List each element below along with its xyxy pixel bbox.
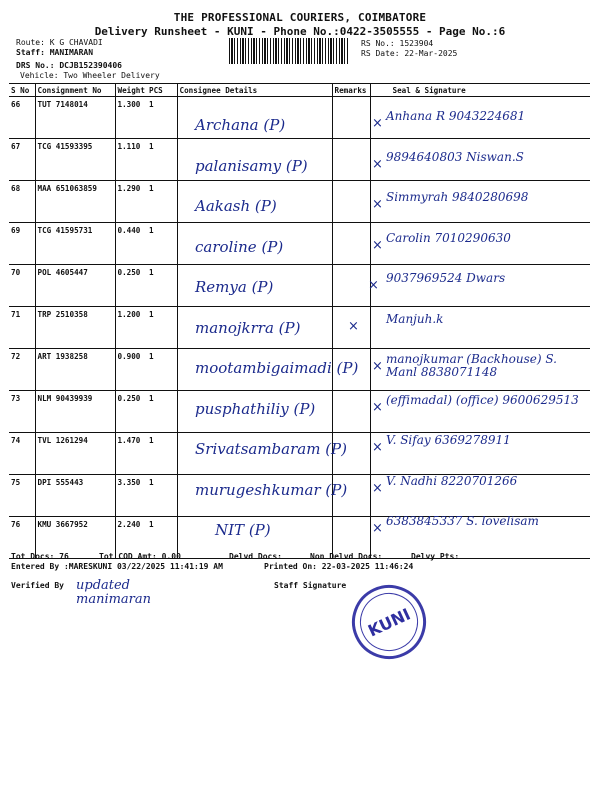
cell-consignment: POL 4605447: [35, 265, 115, 307]
col-consignee: Consignee Details: [177, 84, 332, 97]
staff: Staff: MANIMARAN: [16, 48, 94, 57]
consignee-handwriting: Aakash (P): [195, 197, 277, 215]
consignee-handwriting: Srivatsambaram (P): [195, 440, 347, 458]
cell-weight: 1.110: [115, 139, 147, 181]
col-pcs: PCS: [147, 84, 177, 97]
delivery-mark-icon: ×: [372, 399, 383, 415]
cell-pcs: 1: [147, 307, 177, 349]
barcode: [229, 38, 349, 64]
cell-consignment: NLM 90439939: [35, 391, 115, 433]
signature-handwriting: V. Nadhi 8220701266: [386, 473, 518, 488]
runsheet-title: THE PROFESSIONAL COURIERS, COIMBATORE: [173, 11, 427, 24]
cell-sno: 67: [9, 139, 35, 181]
cell-weight: 0.250: [115, 265, 147, 307]
cell-remarks: [332, 265, 370, 307]
cell-sno: 76: [9, 517, 35, 559]
cell-weight: 1.300: [115, 97, 147, 139]
cell-sno: 73: [9, 391, 35, 433]
delvy-pts: Delvy Pts:: [411, 552, 460, 561]
verified-handwriting: updated manimaran: [76, 578, 152, 607]
cell-weight: 3.350: [115, 475, 147, 517]
route: Route: K G CHAVADI: [16, 38, 103, 47]
kuni-stamp: KUNI: [340, 573, 438, 671]
cell-sno: 75: [9, 475, 35, 517]
signature-handwriting: 6383845337 S. lovelisam: [386, 514, 539, 528]
cell-consignment: KMU 3667952: [35, 517, 115, 559]
signature-handwriting: (effimadal) (office) 9600629513: [386, 392, 579, 407]
col-signature: Seal & Signature: [370, 84, 590, 97]
verified-by: Verified By: [11, 581, 64, 590]
signature-handwriting: 9037969524 Dwars: [386, 271, 506, 285]
cell-sno: 74: [9, 433, 35, 475]
cell-consignment: TCG 41593395: [35, 139, 115, 181]
cell-pcs: 1: [147, 391, 177, 433]
delivery-mark-icon: ×: [372, 440, 383, 455]
cell-pcs: 1: [147, 181, 177, 223]
consignee-handwriting: Remya (P): [195, 278, 274, 296]
cell-pcs: 1: [147, 265, 177, 307]
delivery-mark-icon: ×: [368, 278, 379, 293]
cell-pcs: 1: [147, 349, 177, 391]
delivery-mark-icon: ×: [372, 156, 383, 172]
cell-weight: 1.290: [115, 181, 147, 223]
col-remarks: Remarks: [332, 84, 370, 97]
cell-sno: 68: [9, 181, 35, 223]
consignee-handwriting: caroline (P): [195, 237, 284, 256]
delivery-mark-icon: ×: [348, 318, 359, 334]
cell-consignment: TRP 2510358: [35, 307, 115, 349]
cell-remarks: [332, 97, 370, 139]
runsheet-subtitle: Delivery Runsheet - KUNI - Phone No.:0422-3505555 - Page No.:6: [94, 25, 506, 38]
vehicle: Vehicle: Two Wheeler Delivery: [20, 71, 160, 80]
table-header-row: [9, 84, 590, 97]
non-delvd-docs: Non Delvd Docs:: [310, 552, 383, 561]
cell-sno: 71: [9, 307, 35, 349]
cell-pcs: 1: [147, 475, 177, 517]
delivery-mark-icon: ×: [372, 237, 383, 253]
consignee-handwriting: Archana (P): [195, 116, 286, 134]
cell-remarks: [332, 139, 370, 181]
cell-consignment: MAA 651063859: [35, 181, 115, 223]
consignee-handwriting: palanisamy (P): [195, 156, 308, 175]
cell-pcs: 1: [147, 223, 177, 265]
signature-handwriting: manojkumar (Backhouse) S. Manl 8838071148: [386, 352, 557, 379]
cell-weight: 1.200: [115, 307, 147, 349]
signature-handwriting: Simmyrah 9840280698: [386, 190, 529, 204]
signature-handwriting: 9894640803 Niswan.S: [386, 149, 524, 164]
tot-cod: Tot COD Amt: 0.00: [99, 552, 181, 561]
cell-weight: 2.240: [115, 517, 147, 559]
staff-signature: Staff Signature: [274, 581, 347, 590]
col-weight: Weight: [115, 84, 147, 97]
cell-remarks: [332, 223, 370, 265]
delivery-mark-icon: ×: [372, 197, 383, 212]
drs-number: DRS No.: DCJB152390406: [16, 61, 122, 70]
rs-number: RS No.: 1523904: [361, 39, 434, 48]
entered-by: Entered By :MARESKUNI 03/22/2025 11:41:19 AM: [11, 562, 223, 571]
printed-on: Printed On: 22-03-2025 11:46:24: [264, 562, 414, 571]
signature-handwriting: Manjuh.k: [386, 311, 444, 326]
consignee-handwriting: mootambigaimadi (P): [195, 359, 359, 377]
cell-remarks: [332, 181, 370, 223]
cell-consignment: TVL 1261294: [35, 433, 115, 475]
tot-docs: Tot Docs: 76: [11, 552, 69, 561]
col-consignment: Consignment No: [35, 84, 115, 97]
cell-pcs: 1: [147, 139, 177, 181]
cell-consignment: DPI 555443: [35, 475, 115, 517]
delivery-mark-icon: ×: [372, 359, 383, 374]
cell-consignment: TCG 41595731: [35, 223, 115, 265]
cell-weight: 0.440: [115, 223, 147, 265]
col-sno: S No: [9, 84, 35, 97]
signature-handwriting: Carolin 7010290630: [386, 230, 511, 245]
cell-pcs: 1: [147, 97, 177, 139]
consignee-handwriting: murugeshkumar (P): [195, 480, 348, 499]
cell-sno: 72: [9, 349, 35, 391]
delvd-docs: Delvd Docs:: [229, 552, 282, 561]
cell-remarks: [332, 391, 370, 433]
cell-weight: 0.900: [115, 349, 147, 391]
consignee-handwriting: pusphathiliy (P): [195, 399, 316, 418]
delivery-mark-icon: ×: [372, 521, 383, 536]
delivery-mark-icon: ×: [372, 480, 383, 496]
cell-pcs: 1: [147, 433, 177, 475]
signature-handwriting: V. Sifay 6369278911: [386, 433, 511, 447]
consignee-handwriting: NIT (P): [215, 521, 271, 539]
cell-weight: 0.250: [115, 391, 147, 433]
cell-weight: 1.470: [115, 433, 147, 475]
consignee-handwriting: manojkrra (P): [195, 318, 301, 337]
cell-pcs: 1: [147, 517, 177, 559]
rs-date: RS Date: 22-Mar-2025: [361, 49, 458, 58]
cell-consignment: ART 1938258: [35, 349, 115, 391]
cell-consignment: TUT 7148014: [35, 97, 115, 139]
cell-sno: 69: [9, 223, 35, 265]
cell-sno: 70: [9, 265, 35, 307]
delivery-mark-icon: ×: [372, 116, 383, 131]
cell-sno: 66: [9, 97, 35, 139]
signature-handwriting: Anhana R 9043224681: [386, 109, 526, 123]
